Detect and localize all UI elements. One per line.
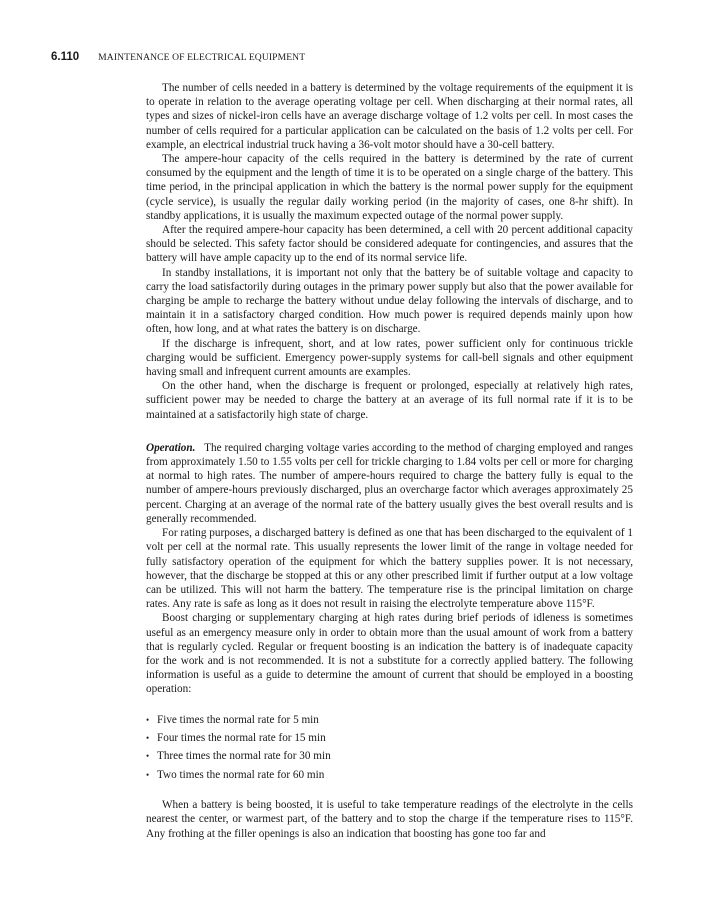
list-item-text: Four times the normal rate for 15 min [157,732,326,745]
operation-paragraph [146,441,633,526]
list-item [146,729,633,747]
paragraph: On the other hand, when the discharge is frequent or prolonged, especially at relatively high rates, sufficient power may be needed to charge the battery at an average of its full normal rate if it is to be maintained at a satisfactorily high state of charge. [146,380,633,421]
paragraph: The ampere-hour capacity of the cells required in the battery is determined by the rate of current consumed by the equipment and the length of time it is to be operated on a single charge of the battery. This time period, in the principal application in which the battery is the normal power supply for the equipment (cycle service), is usually the regular daily working period (in the majority of cases, one 8-hr shift). In standby applications, it is usually the maximum expected outage of the normal power supply. [146,153,633,222]
bullet-icon: • [146,733,150,744]
paragraph: The number of cells needed in a battery is determined by the voltage requirements of the equipment it is to operate in relation to the average operating voltage per cell. When discharging at their normal rates, all types and sizes of nickel-iron cells have an average discharge voltage of 1.2 volts per cell. In most cases the number of cells required for a particular application can be calculated on the basis of 1.2 volts per cell. For example, an electrical industrial truck having a 36-volt motor should have a 30-cell battery. [146,82,633,151]
paragraph: In standby installations, it is important not only that the battery be of suitable voltage and capacity to carry the load satisfactorily during outages in the primary power supply but also that the power available for charging be ample to recharge the battery without undue delay following the intervals of discharge, and to maintain it in a satisfactory charged condition. How much power is required depends mainly upon how often, how long, and at what rates the battery is on discharge. [146,266,633,336]
paragraph: After the required ampere-hour capacity has been determined, a cell with 20 percent additional capacity should be selected. This safety factor should be considered adequate for contingencies, and assures that the battery will have ample capacity up to the end of its normal service life. [146,224,633,265]
bullet-icon: • [146,751,150,762]
list-item [146,711,633,729]
page-number: 6.110 [51,51,80,63]
list-item-text: Five times the normal rate for 5 min [157,713,319,726]
paragraph: When a battery is being boosted, it is useful to take temperature readings of the electrolyte in the cells nearest the center, or warmest part, of the battery and to stop the charge if the temperature rises to 115°F. Any frothing at the filler openings is also an indication that boosting has gone too far and [146,799,633,840]
list-item-text: Two times the normal rate for 60 min [157,768,325,781]
bullet-icon: • [146,714,150,725]
list-item-text: Three times the normal rate for 30 min [157,750,331,763]
list-item [146,766,633,784]
chapter-title: MAINTENANCE OF ELECTRICAL EQUIPMENT [98,52,306,63]
list-item [146,747,633,765]
boost-rate-list [146,711,633,785]
paragraph: For rating purposes, a discharged battery is defined as one that has been discharged to the equivalent of 1 volt per cell at the normal rate. This usually represents the lower limit of the range in voltage needed for fully satisfactory operation of the equipment for which the battery supplies power. It is not necessary, however, that the discharge be stopped at this or any other prescribed limit if further output at a low voltage can be utilized. This will not harm the battery. The temperature rise is the principal limitation on charge rates. Any rate is safe as long as it does not result in raising the electrolyte temperature above 115°F. [146,527,633,611]
body-text [146,81,633,841]
running-head [51,51,305,65]
operation-heading: Operation. [146,441,196,454]
operation-lead-text: The required charging voltage varies according to the method of charging employed and ranges from approximately 1.50 to 1.55 volts per cell for trickle charging to 1.84 volts per cell or more for charging at normal to high rates. The number of ampere-hours required to charge the battery fully is equal to the number of ampere-hours previously discharged, plus an overcharge factor which averages approximately 25 percent. Charging at an average of the normal rate of the battery usually gives the best overall results and is generally recommended. [146,441,634,525]
bullet-icon: • [146,769,150,780]
paragraph: Boost charging or supplementary charging at high rates during brief periods of idleness is sometimes useful as an emergency measure only in order to obtain more than the usual amount of work from a battery that is regularly cycled. Regular or frequent boosting is an indication the battery is of inadequate capacity for the work and is not recommended. It is not a substitute for a correctly applied battery. The following information is useful as a guide to determine the amount of current that should be employed in a boosting operation: [146,612,633,696]
section-gap [146,422,633,441]
paragraph: If the discharge is infrequent, short, and at low rates, power sufficient only for continuous trickle charging would be sufficient. Emergency power-supply systems for call-bell signals and other equipment having small and infrequent current amounts are examples. [146,337,633,379]
